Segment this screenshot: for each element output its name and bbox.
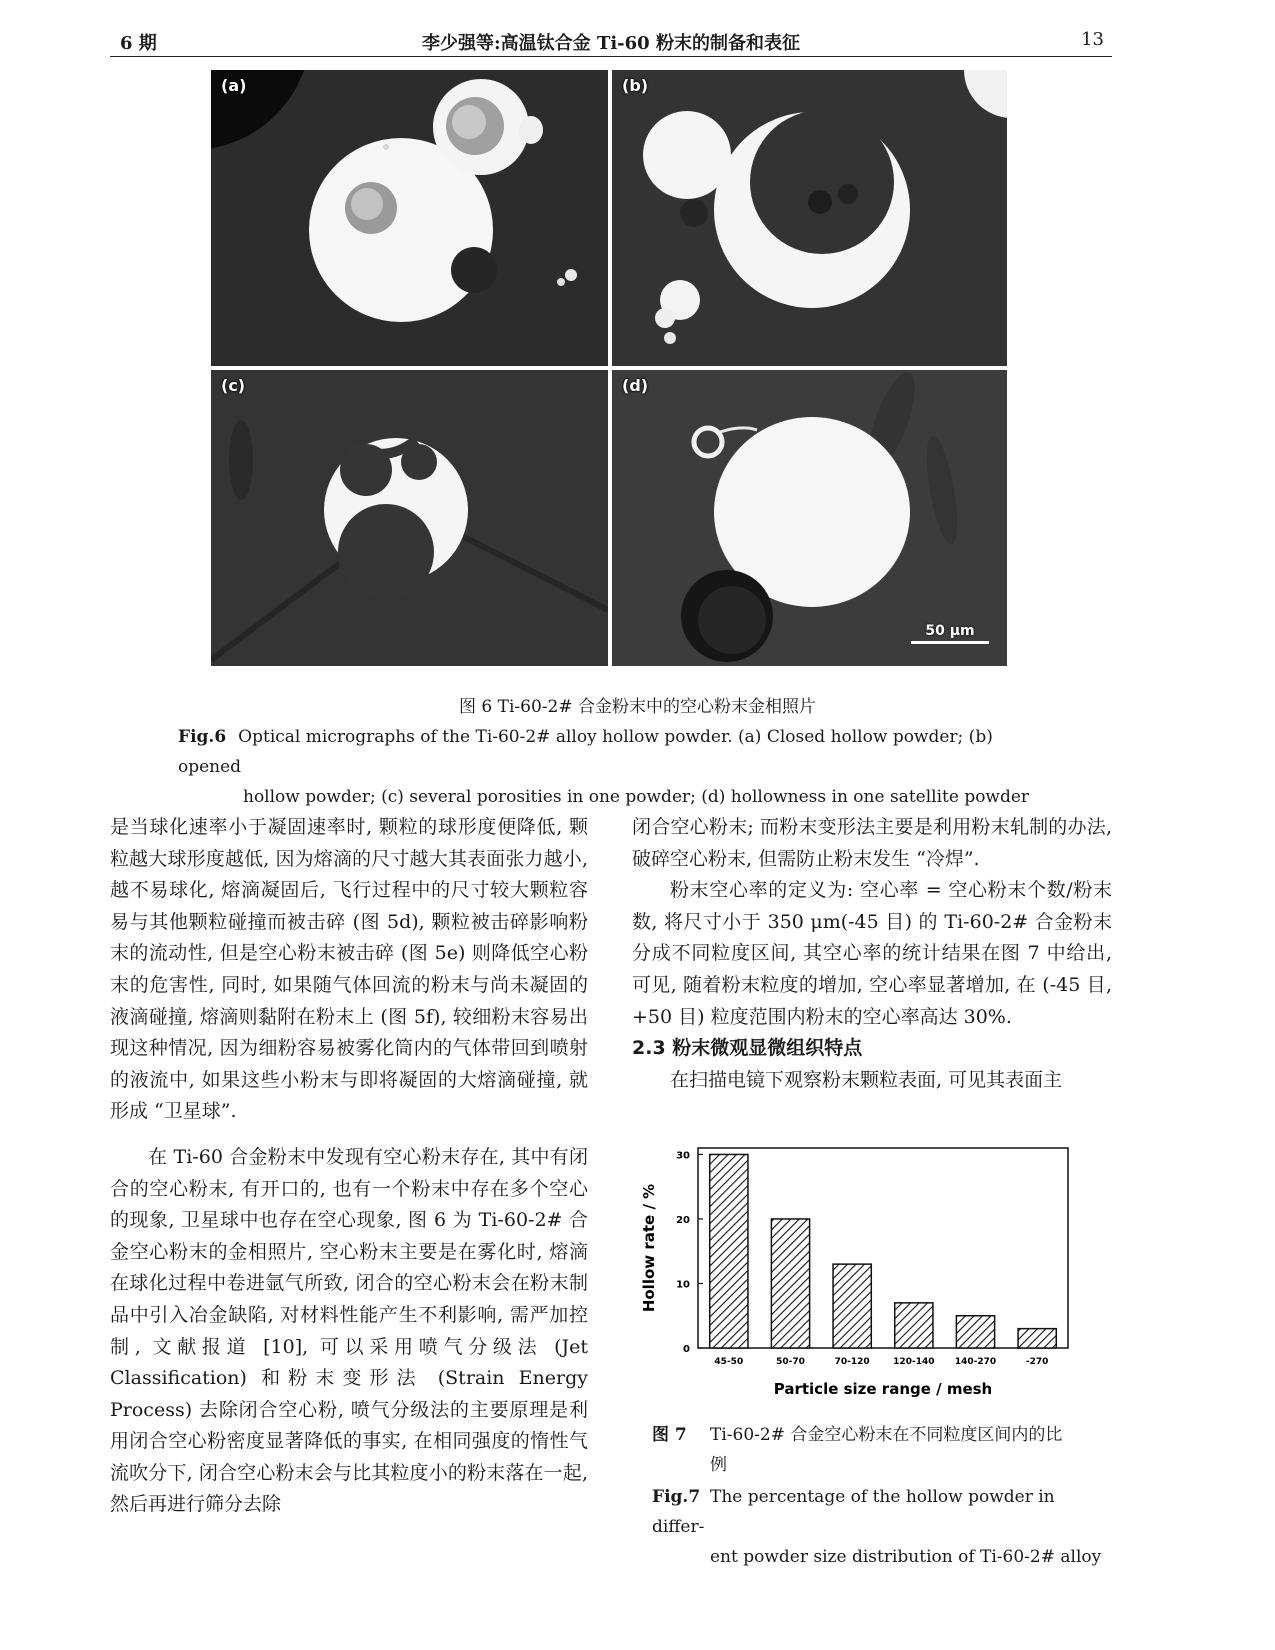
figure-6-caption-en <box>178 722 1058 812</box>
bar-45-50 <box>710 1154 748 1348</box>
y-tick-label: 20 <box>676 1214 690 1226</box>
y-tick-label: 10 <box>676 1279 690 1291</box>
x-tick-label: 140-270 <box>954 1357 997 1367</box>
bar--270 <box>1018 1329 1056 1348</box>
figure-6-caption-cn: 图 6 Ti-60-2# 合金粉末中的空心粉末金相照片 <box>459 697 816 717</box>
panel-c-image <box>211 370 608 666</box>
right-paragraph-2: 粉末空心率的定义为: 空心率 = 空心粉末个数/粉末数, 将尺寸小于 350 μm(-45 目) 的 Ti-60-2# 合金粉末分成不同粒度区间, 其空心率的统计结果在图 7 中给出, 可见, 随着粉末粒度的增加, 空心率显著增加, 在 (-45 目, +50 目) 粒度范围内粉末的空心率高达 30%. <box>632 879 1112 1028</box>
figure-7-caption-en <box>652 1482 1112 1572</box>
bar-50-70 <box>771 1219 809 1348</box>
micrograph-panel-a <box>211 70 608 366</box>
hollow-rate-bar-chart <box>640 1140 1100 1410</box>
figure-7-caption-en-line-1: The percentage of the hollow powder in differ- <box>652 1487 1055 1537</box>
micrograph-panel-d <box>612 370 1007 666</box>
y-tick-label: 0 <box>683 1344 690 1355</box>
plot-frame <box>698 1148 1068 1348</box>
running-title: 李少强等:高温钛合金 Ti-60 粉末的制备和表征 <box>422 33 800 54</box>
page-number: 13 <box>1081 29 1104 50</box>
micrograph-panel-b <box>612 70 1007 366</box>
panel-label-b: (b) <box>622 76 649 95</box>
micrograph-panel-c <box>211 370 608 666</box>
scale-bar <box>911 623 989 644</box>
bar-70-120 <box>833 1264 871 1348</box>
y-tick-label: 30 <box>676 1150 690 1162</box>
x-tick-label: 120-140 <box>893 1357 935 1367</box>
figure-7-caption-cn <box>652 1420 1112 1480</box>
figure-6-caption-line-2: hollow powder; (c) several porosities in one powder; (d) hollowness in one satellite powder <box>243 787 1030 807</box>
left-paragraph-1: 是当球化速率小于凝固速率时, 颗粒的球形度便降低, 颗粒越大球形度越低, 因为熔滴的尺寸越大其表面张力越小, 越不易球化, 熔滴凝固后, 飞行过程中的尺寸较大颗粒容易与其他颗粒碰撞而被击碎 (图 5d), 颗粒被击碎影响粉末的流动性, 但是空心粉末被击碎 (图 5e) 则降低空心粉末的危害性, 同时, 如果随气体回流的粉末与尚未凝固的液滴碰撞, 熔滴则黏附在粉末上 (图 5f), 较细粉末容易出现这种情况, 因为细粉容易被雾化筒内的气体带回到喷射的液流中, 如果这些小粉末与即将凝固的大熔滴碰撞, 就形成 “卫星球”. <box>110 816 588 1123</box>
scale-bar-label: 50 μm <box>925 623 975 639</box>
right-paragraph-3: 在扫描电镜下观察粉末颗粒表面, 可见其表面主 <box>670 1068 1063 1091</box>
left-column <box>110 812 588 1521</box>
section-heading-2-3: 2.3 粉末微观显微组织特点 <box>632 1037 863 1060</box>
bar-120-140 <box>895 1303 933 1348</box>
figure-6-label-en: Fig.6 <box>178 727 227 747</box>
panel-d-image <box>612 370 1007 666</box>
running-header <box>110 26 1112 57</box>
panel-b-image <box>612 70 1007 366</box>
panel-label-d: (d) <box>622 376 649 395</box>
x-axis-label: Particle size range / mesh <box>773 1380 993 1398</box>
right-column <box>632 812 1112 1096</box>
scale-bar-line <box>911 641 989 644</box>
figure-7-caption-cn-line-2: 例 <box>710 1455 727 1475</box>
figure-6-micrographs <box>211 70 1007 666</box>
bar-140-270 <box>956 1316 994 1348</box>
figure-7-caption-cn-line-1: Ti-60-2# 合金空心粉末在不同粒度区间内的比 <box>710 1425 1063 1445</box>
x-tick-label: 70-120 <box>834 1357 870 1367</box>
panel-label-a: (a) <box>221 76 247 95</box>
figure-7-caption-en-line-2: ent powder size distribution of Ti-60-2# alloy <box>710 1547 1102 1567</box>
issue-number: 6 期 <box>120 33 157 54</box>
figure-7-chart <box>640 1140 1100 1410</box>
panel-a-image <box>211 70 608 366</box>
right-paragraph-1: 闭合空心粉末; 而粉末变形法主要是利用粉末轧制的办法, 破碎空心粉末, 但需防止粉末发生 “冷焊”. <box>632 816 1112 870</box>
panel-label-c: (c) <box>221 376 246 395</box>
figure-6-caption-line-1: Optical micrographs of the Ti-60-2# alloy hollow powder. (a) Closed hollow powder; (b) opened <box>178 727 993 777</box>
x-tick-label: 45-50 <box>714 1357 744 1367</box>
figure-7-label-cn: 图 7 <box>652 1425 687 1445</box>
x-tick-label: -270 <box>1025 1357 1049 1367</box>
left-paragraph-2: 在 Ti-60 合金粉末中发现有空心粉末存在, 其中有闭合的空心粉末, 有开口的, 也有一个粉末中存在多个空心的现象, 卫星球中也存在空心现象, 图 6 为 Ti-60-2# 合金空心粉末的金相照片, 空心粉末主要是在雾化时, 熔滴在球化过程中卷进氩气所致, 闭合的空心粉末会在粉末制品中引入冶金缺陷, 对材料性能产生不利影响, 需严加控制, 文献报道 [10], 可以采用喷气分级法 (Jet Classification) 和粉末变形法 (Strain Energy Process) 去除闭合空心粉, 喷气分级法的主要原理是利用闭合空心粉密度显著降低的事实, 在相同强度的惰性气流吹分下, 闭合空心粉末会与比其粒度小的粉末落在一起, 然后再进行筛分去除 <box>110 1145 588 1516</box>
y-axis-label: Hollow rate / % <box>640 1183 658 1313</box>
x-tick-label: 50-70 <box>776 1357 805 1367</box>
figure-7-label-en: Fig.7 <box>652 1487 701 1507</box>
